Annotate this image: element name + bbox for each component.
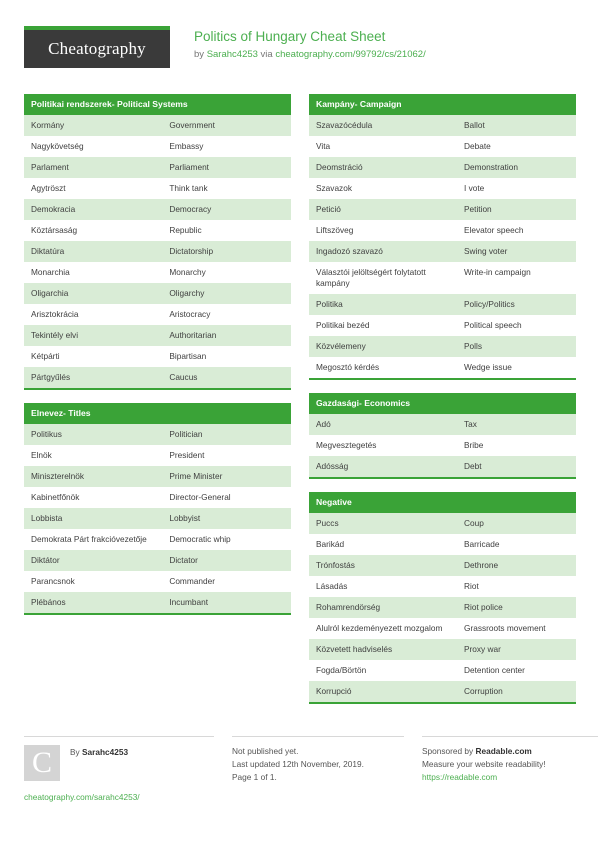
left-column — [24, 94, 291, 717]
last-updated: Last updated 12th November, 2019. — [232, 759, 364, 769]
term-table — [309, 414, 576, 477]
term-hungarian: Petició — [309, 199, 457, 220]
byline-via-label: via — [257, 49, 276, 60]
table-row — [309, 576, 576, 597]
term-hungarian: Monarchia — [24, 262, 162, 283]
term-english: Tax — [457, 414, 576, 435]
table-row — [24, 487, 291, 508]
cheatography-logo[interactable] — [24, 26, 170, 68]
term-hungarian: Nagykövetség — [24, 136, 162, 157]
term-english: Wedge issue — [457, 357, 576, 378]
author-credit — [60, 745, 128, 758]
table-row — [24, 445, 291, 466]
author-link[interactable]: Sarahc4253 — [206, 49, 258, 60]
term-english: Riot police — [457, 597, 576, 618]
table-row — [309, 157, 576, 178]
table-row — [309, 639, 576, 660]
table-row — [24, 367, 291, 388]
term-hungarian: Megvesztegetés — [309, 435, 457, 456]
term-english: Democratic whip — [162, 529, 291, 550]
term-english: Caucus — [162, 367, 291, 388]
term-english: Barricade — [457, 534, 576, 555]
author-by-label: By — [70, 747, 82, 757]
table-row — [309, 357, 576, 378]
term-hungarian: Köztársaság — [24, 220, 162, 241]
table-row — [309, 220, 576, 241]
logo-text: Cheatography — [48, 39, 146, 58]
term-english: Commander — [162, 571, 291, 592]
term-hungarian: Politikai bezéd — [309, 315, 457, 336]
content-columns — [24, 94, 576, 717]
term-hungarian: Plébános — [24, 592, 162, 613]
term-hungarian: Lobbista — [24, 508, 162, 529]
table-row — [24, 508, 291, 529]
table-row — [24, 283, 291, 304]
term-hungarian: Rohamrendörség — [309, 597, 457, 618]
table-row — [309, 294, 576, 315]
table-row — [309, 136, 576, 157]
table-row — [309, 597, 576, 618]
term-english: Ballot — [457, 115, 576, 136]
term-english: Director-General — [162, 487, 291, 508]
term-english: Dethrone — [457, 555, 576, 576]
term-hungarian: Agytröszt — [24, 178, 162, 199]
title-block — [170, 26, 426, 61]
table-row — [24, 304, 291, 325]
term-english: Politician — [162, 424, 291, 445]
term-table — [24, 424, 291, 613]
term-english: Dictator — [162, 550, 291, 571]
table-row — [309, 414, 576, 435]
term-table — [309, 115, 576, 378]
term-hungarian: Trónfostás — [309, 555, 457, 576]
term-hungarian: Szavazócédula — [309, 115, 457, 136]
term-hungarian: Arisztokrácia — [24, 304, 162, 325]
table-row — [309, 435, 576, 456]
right-column — [309, 94, 576, 717]
term-hungarian: Pártgyűlés — [24, 367, 162, 388]
footer-author-name: Sarahc4253 — [82, 747, 129, 757]
table-row — [24, 157, 291, 178]
table-block — [24, 403, 291, 615]
term-english: Polls — [457, 336, 576, 357]
table-row — [24, 529, 291, 550]
term-english: Think tank — [162, 178, 291, 199]
table-row — [24, 592, 291, 613]
term-hungarian: Liftszöveg — [309, 220, 457, 241]
table-row — [24, 262, 291, 283]
table-row — [24, 346, 291, 367]
footer-sponsor-column — [422, 736, 598, 804]
term-hungarian: Fogda/Börtön — [309, 660, 457, 681]
table-row — [309, 555, 576, 576]
table-row — [24, 550, 291, 571]
table-block — [309, 393, 576, 479]
term-english: Riot — [457, 576, 576, 597]
term-hungarian: Szavazok — [309, 178, 457, 199]
term-english: Swing voter — [457, 241, 576, 262]
term-hungarian: Vita — [309, 136, 457, 157]
page-count: Page 1 of 1. — [232, 772, 277, 782]
footer-publish-column — [232, 736, 404, 804]
table-title: Elnevez- Titles — [24, 403, 291, 424]
table-row — [309, 178, 576, 199]
byline-by-label: by — [194, 49, 207, 60]
table-row — [309, 618, 576, 639]
table-row — [309, 315, 576, 336]
term-english: Lobbyist — [162, 508, 291, 529]
term-hungarian: Politikus — [24, 424, 162, 445]
term-hungarian: Ingadozó szavazó — [309, 241, 457, 262]
term-english: Aristocracy — [162, 304, 291, 325]
term-hungarian: Alulról kezdeményezett mozgalom — [309, 618, 457, 639]
term-hungarian: Kétpárti — [24, 346, 162, 367]
table-row — [309, 336, 576, 357]
sponsor-link[interactable]: https://readable.com — [422, 772, 498, 782]
term-hungarian: Közvetett hadviselés — [309, 639, 457, 660]
avatar: C — [24, 745, 60, 781]
table-row — [24, 220, 291, 241]
table-row — [24, 424, 291, 445]
term-english: Democracy — [162, 199, 291, 220]
page-header — [24, 0, 576, 78]
term-english: Bipartisan — [162, 346, 291, 367]
term-hungarian: Deomstráció — [309, 157, 457, 178]
author-row — [24, 745, 214, 781]
table-row — [309, 456, 576, 477]
term-english: Incumbant — [162, 592, 291, 613]
table-row — [24, 199, 291, 220]
term-table — [309, 513, 576, 702]
term-table — [24, 115, 291, 388]
term-hungarian: Parancsnok — [24, 571, 162, 592]
term-english: Debate — [457, 136, 576, 157]
table-block — [309, 492, 576, 704]
logo-box — [24, 30, 170, 68]
table-row — [309, 199, 576, 220]
page-footer — [24, 727, 576, 804]
sponsor-prefix: Sponsored by — [422, 746, 476, 756]
term-hungarian: Oligarchia — [24, 283, 162, 304]
table-row — [24, 466, 291, 487]
term-hungarian: Diktátor — [24, 550, 162, 571]
term-english: Petition — [457, 199, 576, 220]
term-hungarian: Barikád — [309, 534, 457, 555]
term-hungarian: Megosztó kérdés — [309, 357, 457, 378]
term-english: Bribe — [457, 435, 576, 456]
term-hungarian: Elnök — [24, 445, 162, 466]
table-row — [24, 241, 291, 262]
page-title: Politics of Hungary Cheat Sheet — [194, 29, 386, 44]
term-english: Political speech — [457, 315, 576, 336]
publish-status: Not published yet. — [232, 746, 299, 756]
author-profile-link-wrap — [24, 791, 214, 804]
term-hungarian: Parlament — [24, 157, 162, 178]
table-row — [309, 513, 576, 534]
term-english: Detention center — [457, 660, 576, 681]
term-english: Republic — [162, 220, 291, 241]
table-row — [24, 571, 291, 592]
term-english: Write-in campaign — [457, 262, 576, 294]
term-hungarian: Adósság — [309, 456, 457, 477]
table-title: Politikai rendszerek- Political Systems — [24, 94, 291, 115]
term-hungarian: Demokracia — [24, 199, 162, 220]
table-row — [24, 178, 291, 199]
author-profile-link[interactable]: cheatography.com/sarahc4253/ — [24, 792, 140, 802]
term-english: Demonstration — [457, 157, 576, 178]
table-row — [309, 681, 576, 702]
table-title: Kampány- Campaign — [309, 94, 576, 115]
table-title: Negative — [309, 492, 576, 513]
term-english: Debt — [457, 456, 576, 477]
term-english: Dictatorship — [162, 241, 291, 262]
sponsor-name: Readable.com — [475, 746, 532, 756]
term-english: Proxy war — [457, 639, 576, 660]
term-hungarian: Lásadás — [309, 576, 457, 597]
table-row — [24, 325, 291, 346]
term-hungarian: Választói jelöltségért folytatott kampány — [309, 262, 457, 294]
sponsor-line — [422, 745, 598, 758]
term-english: Embassy — [162, 136, 291, 157]
table-title: Gazdasági- Economics — [309, 393, 576, 414]
term-english: Coup — [457, 513, 576, 534]
source-url-link[interactable]: cheatography.com/99792/cs/21062/ — [275, 49, 426, 60]
term-english: Parliament — [162, 157, 291, 178]
term-hungarian: Puccs — [309, 513, 457, 534]
term-english: Prime Minister — [162, 466, 291, 487]
table-row — [309, 534, 576, 555]
term-english: Corruption — [457, 681, 576, 702]
term-english: I vote — [457, 178, 576, 199]
term-hungarian: Demokrata Párt frakcióvezetője — [24, 529, 162, 550]
term-hungarian: Tekintély elvi — [24, 325, 162, 346]
term-hungarian: Politika — [309, 294, 457, 315]
term-english: Grassroots movement — [457, 618, 576, 639]
term-hungarian: Korrupció — [309, 681, 457, 702]
table-row — [309, 241, 576, 262]
term-english: Policy/Politics — [457, 294, 576, 315]
table-block — [309, 94, 576, 380]
term-english: Monarchy — [162, 262, 291, 283]
table-row — [24, 136, 291, 157]
term-english: Government — [162, 115, 291, 136]
term-english: President — [162, 445, 291, 466]
table-row — [24, 115, 291, 136]
term-hungarian: Kabinetfőnök — [24, 487, 162, 508]
term-hungarian: Kormány — [24, 115, 162, 136]
term-hungarian: Adó — [309, 414, 457, 435]
sponsor-tagline: Measure your website readability! — [422, 759, 546, 769]
term-english: Authoritarian — [162, 325, 291, 346]
term-hungarian: Diktatúra — [24, 241, 162, 262]
byline — [194, 49, 426, 61]
term-english: Oligarchy — [162, 283, 291, 304]
table-block — [24, 94, 291, 390]
term-hungarian: Miniszterelnök — [24, 466, 162, 487]
term-english: Elevator speech — [457, 220, 576, 241]
table-row — [309, 262, 576, 294]
footer-author-column — [24, 736, 214, 804]
term-hungarian: Közvélemeny — [309, 336, 457, 357]
table-row — [309, 660, 576, 681]
table-row — [309, 115, 576, 136]
